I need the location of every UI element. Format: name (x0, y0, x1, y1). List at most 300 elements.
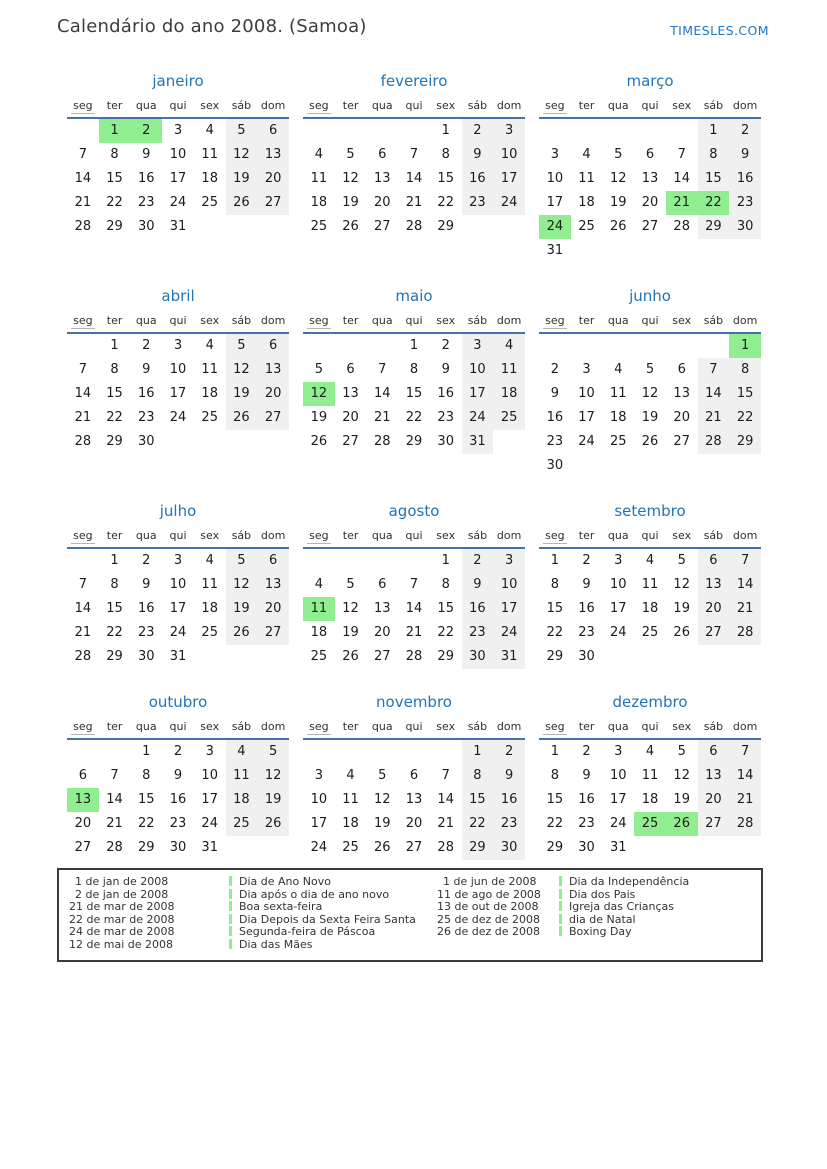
day-cell: 17 (578, 410, 595, 425)
day-cell: 2 (582, 744, 591, 759)
day-cell: 22 (546, 816, 564, 831)
day-cell: 17 (201, 792, 218, 807)
weekday-label: ter (106, 720, 123, 733)
weekday-header (335, 313, 367, 329)
weekday-label: qua (371, 314, 393, 327)
day-cell: 8 (409, 362, 419, 377)
day-cell: 15 (405, 386, 423, 401)
legend-holiday-name: dia de Natal (559, 914, 753, 927)
legend-date: 1 de jan de 2008 (69, 876, 229, 889)
day-cell: 23 (729, 191, 761, 215)
weekday-label: sáb (467, 529, 488, 542)
day-cell: 10 (169, 577, 187, 592)
holiday-marker-icon (229, 926, 232, 936)
month-calendar (539, 528, 761, 669)
month-fevereiro (292, 68, 528, 263)
legend-holiday-name: Dia de Ano Novo (229, 876, 437, 889)
day-cell: 15 (106, 171, 123, 186)
day-cell: 10 (169, 147, 187, 162)
day-cell: 29 (698, 215, 730, 239)
weekday-header (67, 528, 99, 544)
empty-cell (602, 119, 634, 143)
weekday-label: dom (496, 529, 522, 542)
day-cell: 7 (729, 740, 761, 764)
weekday-header (729, 528, 761, 544)
day-cell: 18 (641, 601, 659, 616)
weekday-header (571, 719, 603, 735)
day-cell: 12 (610, 171, 627, 186)
weekday-label: qui (641, 314, 659, 327)
day-cell: 27 (342, 434, 359, 449)
day-cell: 24 (578, 434, 595, 449)
day-cell: 27 (673, 434, 690, 449)
weekday-row (303, 719, 525, 738)
day-cell: 21 (106, 816, 123, 831)
day-cell: 15 (437, 171, 454, 186)
day-cell: 28 (74, 219, 92, 234)
day-cell: 25 (342, 840, 359, 855)
weekday-header (634, 528, 666, 544)
weekday-label: dom (732, 720, 758, 733)
weekday-header (130, 98, 162, 114)
day-cell: 10 (546, 171, 564, 186)
day-cell: 8 (110, 577, 119, 592)
day-cell: 19 (226, 382, 258, 406)
weekday-header (462, 528, 494, 544)
day-cell: 24 (462, 406, 494, 430)
legend-holiday-name: Dia dos Pais (559, 889, 753, 902)
day-cell: 4 (645, 553, 655, 568)
weekday-header (666, 313, 698, 329)
day-cell: 8 (110, 362, 119, 377)
day-cell: 19 (641, 410, 659, 425)
empty-cell (335, 119, 367, 143)
day-cell: 6 (677, 362, 686, 377)
day-cell: 16 (138, 171, 155, 186)
weekday-header (634, 719, 666, 735)
empty-cell (335, 740, 367, 764)
holiday-day-cell: 13 (67, 788, 99, 812)
legend-date: 2 de jan de 2008 (69, 889, 229, 902)
day-cell: 29 (462, 836, 494, 860)
day-cell: 12 (342, 171, 359, 186)
weekday-header (462, 313, 494, 329)
month-novembro (292, 689, 528, 860)
day-cell: 11 (578, 171, 595, 186)
weekday-label: ter (342, 720, 359, 733)
day-cell: 28 (106, 840, 123, 855)
weekday-row (303, 528, 525, 547)
day-cell: 7 (677, 147, 686, 162)
legend-date: 24 de mar de 2008 (69, 925, 175, 939)
month-calendar (67, 719, 289, 860)
day-cell: 27 (257, 191, 289, 215)
day-cell: 30 (546, 458, 564, 473)
month-title: junho (629, 287, 671, 305)
legend-holiday-name: Boa sexta-feira (229, 901, 437, 914)
day-cell: 26 (257, 812, 289, 836)
day-cell: 5 (314, 362, 323, 377)
day-cell: 9 (493, 764, 525, 788)
weekday-header (366, 528, 398, 544)
month-setembro (528, 498, 764, 669)
day-cell: 11 (310, 171, 328, 186)
page-title: Calendário do ano 2008. (Samoa) (57, 16, 367, 37)
day-cell: 30 (462, 645, 494, 669)
weekday-header (634, 98, 666, 114)
day-cell: 14 (729, 764, 761, 788)
month-calendar (303, 98, 525, 239)
weekday-row (67, 313, 289, 332)
weekday-label: ter (106, 99, 123, 112)
day-cell: 3 (550, 147, 559, 162)
day-cell: 8 (441, 147, 450, 162)
days-grid (539, 549, 761, 669)
weekday-header (67, 98, 99, 114)
month-title: novembro (376, 693, 452, 711)
day-cell: 23 (437, 410, 454, 425)
day-cell: 1 (441, 553, 450, 568)
day-cell: 26 (374, 840, 391, 855)
day-cell: 5 (645, 362, 655, 377)
day-cell: 4 (205, 338, 214, 353)
day-cell: 20 (257, 597, 289, 621)
day-cell: 20 (374, 625, 391, 640)
day-cell: 4 (346, 768, 355, 783)
day-cell: 28 (673, 219, 690, 234)
weekday-label: qua (371, 99, 393, 112)
day-cell: 20 (374, 195, 391, 210)
weekday-label: seg (545, 529, 565, 542)
day-cell: 10 (310, 792, 328, 807)
weekday-label: ter (342, 314, 359, 327)
day-cell: 6 (698, 740, 730, 764)
day-cell: 15 (437, 601, 454, 616)
empty-cell (303, 334, 335, 358)
day-cell: 23 (138, 195, 155, 210)
day-cell: 14 (729, 573, 761, 597)
holiday-day-cell: 22 (698, 191, 730, 215)
weekday-label: qui (169, 529, 187, 542)
day-cell: 9 (142, 362, 151, 377)
day-cell: 18 (610, 410, 627, 425)
day-cell: 11 (493, 358, 525, 382)
empty-cell (99, 740, 131, 764)
empty-cell (366, 334, 398, 358)
day-cell: 31 (201, 840, 218, 855)
legend-dates-column (69, 876, 229, 952)
legend-date: 21 de mar de 2008 (69, 900, 175, 914)
day-cell: 12 (673, 577, 690, 592)
weekday-header (130, 719, 162, 735)
day-cell: 11 (226, 764, 258, 788)
page-header (0, 0, 827, 38)
holiday-marker-icon (559, 926, 562, 936)
month-junho (528, 283, 764, 478)
day-cell: 15 (729, 382, 761, 406)
empty-cell (366, 549, 398, 573)
month-março (528, 68, 764, 263)
empty-cell (398, 549, 430, 573)
legend-date-number: 11 (437, 887, 451, 901)
day-cell: 7 (409, 147, 419, 162)
weekday-header (303, 313, 335, 329)
empty-cell (335, 334, 367, 358)
weekday-header (335, 98, 367, 114)
weekday-label: sáb (703, 99, 724, 112)
day-cell: 5 (226, 119, 258, 143)
empty-cell (634, 334, 666, 358)
day-cell: 9 (441, 362, 450, 377)
weekday-header (398, 719, 430, 735)
day-cell: 26 (610, 219, 627, 234)
weekday-header (493, 313, 525, 329)
day-cell: 16 (578, 601, 595, 616)
day-cell: 21 (374, 410, 391, 425)
holiday-marker-icon (229, 889, 232, 899)
weekday-label: dom (496, 314, 522, 327)
site-link[interactable]: TIMESLES.COM (670, 23, 769, 38)
day-cell: 9 (142, 577, 151, 592)
day-cell: 23 (138, 410, 155, 425)
day-cell: 4 (314, 147, 323, 162)
day-cell: 17 (310, 816, 328, 831)
day-cell: 6 (257, 549, 289, 573)
day-cell: 11 (641, 577, 659, 592)
day-cell: 23 (462, 191, 494, 215)
day-cell: 24 (169, 410, 187, 425)
weekday-header (194, 528, 226, 544)
weekday-header (257, 528, 289, 544)
empty-cell (571, 334, 603, 358)
weekday-header (462, 719, 494, 735)
weekday-label: seg (545, 314, 565, 327)
legend-holiday-name: Dia das Mães (229, 939, 437, 952)
day-cell: 14 (673, 171, 690, 186)
empty-cell (666, 119, 698, 143)
legend-holiday-name: Dia Depois da Sexta Feira Santa (229, 914, 437, 927)
weekday-label: sex (436, 529, 456, 542)
weekday-label: ter (578, 529, 595, 542)
day-cell: 29 (437, 649, 454, 664)
empty-cell (303, 740, 335, 764)
weekday-label: sáb (467, 314, 488, 327)
day-cell: 31 (462, 430, 494, 454)
days-grid (539, 119, 761, 263)
weekday-label: qui (169, 99, 187, 112)
day-cell: 1 (110, 338, 119, 353)
day-cell: 18 (310, 625, 328, 640)
day-cell: 30 (493, 836, 525, 860)
day-cell: 6 (257, 119, 289, 143)
weekday-header (634, 313, 666, 329)
day-cell: 10 (462, 358, 494, 382)
month-title: abril (161, 287, 195, 305)
month-calendar (303, 313, 525, 454)
weekday-row (303, 313, 525, 332)
day-cell: 14 (106, 792, 123, 807)
weekday-label: sex (200, 720, 220, 733)
weekday-label: dom (260, 529, 286, 542)
weekday-label: sáb (231, 529, 252, 542)
day-cell: 6 (78, 768, 87, 783)
weekday-header (162, 98, 194, 114)
weekday-label: seg (73, 529, 93, 542)
legend-holiday-name: Dia após o dia de ano novo (229, 889, 437, 902)
weekday-label: seg (309, 529, 329, 542)
day-cell: 16 (546, 410, 564, 425)
day-cell: 21 (405, 625, 423, 640)
weekday-header (194, 98, 226, 114)
day-cell: 12 (374, 792, 391, 807)
weekday-label: seg (545, 99, 565, 112)
weekday-row (67, 719, 289, 738)
weekday-header (130, 313, 162, 329)
day-cell: 6 (378, 147, 387, 162)
day-cell: 17 (546, 195, 564, 210)
day-cell: 13 (698, 764, 730, 788)
day-cell: 18 (201, 601, 218, 616)
holiday-day-cell: 25 (634, 812, 666, 836)
weekday-header (666, 719, 698, 735)
day-cell: 13 (641, 171, 659, 186)
weekday-label: qui (169, 720, 187, 733)
day-cell: 20 (257, 167, 289, 191)
day-cell: 13 (374, 601, 391, 616)
day-cell: 3 (614, 744, 623, 759)
weekday-header (729, 98, 761, 114)
day-cell: 20 (405, 816, 423, 831)
weekday-header (226, 719, 258, 735)
day-cell: 1 (462, 740, 494, 764)
day-cell: 28 (729, 812, 761, 836)
day-cell: 9 (142, 147, 151, 162)
weekday-header (99, 313, 131, 329)
month-dezembro (528, 689, 764, 860)
month-title: maio (395, 287, 433, 305)
weekday-label: sáb (231, 314, 252, 327)
holiday-marker-icon (229, 914, 232, 924)
day-cell: 27 (641, 219, 659, 234)
weekday-label: sex (436, 720, 456, 733)
day-cell: 11 (342, 792, 359, 807)
month-calendar (303, 719, 525, 860)
day-cell: 7 (441, 768, 450, 783)
empty-cell (539, 119, 571, 143)
empty-cell (366, 740, 398, 764)
weekday-label: qua (607, 314, 629, 327)
holiday-day-cell: 11 (303, 597, 335, 621)
day-cell: 16 (138, 386, 155, 401)
day-cell: 1 (409, 338, 419, 353)
day-cell: 28 (405, 219, 423, 234)
day-cell: 30 (138, 649, 155, 664)
day-cell: 4 (614, 362, 623, 377)
legend-date-number: 21 (69, 900, 83, 914)
days-grid (303, 549, 525, 669)
day-cell: 29 (546, 649, 564, 664)
weekday-header (257, 98, 289, 114)
days-grid (539, 740, 761, 860)
weekday-label: seg (309, 720, 329, 733)
holiday-legend (57, 868, 763, 962)
empty-cell (67, 334, 99, 358)
day-cell: 2 (493, 740, 525, 764)
day-cell: 14 (74, 386, 92, 401)
weekday-label: dom (732, 99, 758, 112)
day-cell: 7 (409, 577, 419, 592)
day-cell: 8 (550, 577, 559, 592)
day-cell: 6 (346, 362, 355, 377)
day-cell: 12 (342, 601, 359, 616)
weekday-header (698, 98, 730, 114)
days-grid (67, 740, 289, 860)
weekday-header (303, 719, 335, 735)
month-title: outubro (148, 693, 208, 711)
day-cell: 23 (578, 625, 595, 640)
weekday-label: qua (607, 529, 629, 542)
day-cell: 19 (610, 195, 627, 210)
day-cell: 28 (437, 840, 454, 855)
day-cell: 16 (138, 601, 155, 616)
weekday-header (99, 719, 131, 735)
day-cell: 6 (645, 147, 655, 162)
legend-date-number: 25 (437, 912, 451, 926)
empty-cell (303, 549, 335, 573)
day-cell: 21 (74, 625, 92, 640)
weekday-header (226, 528, 258, 544)
weekday-header (430, 98, 462, 114)
day-cell: 17 (169, 601, 187, 616)
day-cell: 10 (610, 577, 627, 592)
day-cell: 14 (698, 382, 730, 406)
weekday-header (729, 719, 761, 735)
day-cell: 16 (493, 788, 525, 812)
day-cell: 3 (173, 123, 183, 138)
day-cell: 31 (546, 243, 564, 258)
day-cell: 22 (437, 195, 454, 210)
month-agosto (292, 498, 528, 669)
day-cell: 6 (409, 768, 419, 783)
day-cell: 4 (205, 553, 214, 568)
weekday-label: ter (106, 314, 123, 327)
holiday-day-cell: 1 (99, 119, 131, 143)
day-cell: 16 (729, 167, 761, 191)
day-cell: 30 (437, 434, 454, 449)
day-cell: 26 (342, 649, 359, 664)
legend-date: 11 de ago de 2008 (437, 887, 541, 901)
day-cell: 23 (578, 816, 595, 831)
day-cell: 24 (169, 195, 187, 210)
day-cell: 17 (493, 167, 525, 191)
day-cell: 22 (729, 406, 761, 430)
day-cell: 12 (226, 573, 258, 597)
day-cell: 9 (462, 573, 494, 597)
day-cell: 22 (106, 625, 123, 640)
weekday-label: sáb (231, 99, 252, 112)
day-cell: 19 (342, 625, 359, 640)
day-cell: 7 (78, 577, 87, 592)
day-cell: 30 (578, 840, 595, 855)
day-cell: 9 (173, 768, 183, 783)
day-cell: 14 (405, 171, 423, 186)
day-cell: 25 (493, 406, 525, 430)
weekday-header (303, 528, 335, 544)
weekday-label: qua (371, 720, 393, 733)
weekday-label: qua (607, 99, 629, 112)
weekday-label: sex (200, 99, 220, 112)
day-cell: 4 (582, 147, 591, 162)
